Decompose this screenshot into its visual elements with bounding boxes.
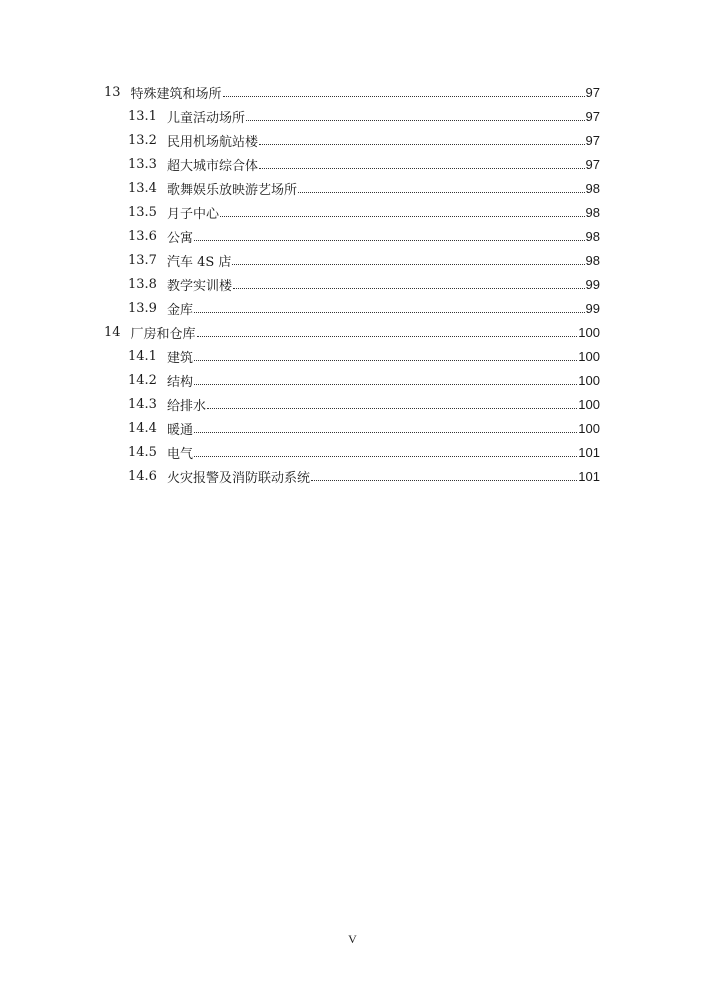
toc-entry-title: 建筑 [166,350,193,366]
toc-entry[interactable] [0,416,705,440]
toc-entry-title: 给排水 [166,398,206,414]
toc-entry-number: 14.5 [128,444,157,460]
toc-entry-title: 金库 [166,302,193,318]
toc-entry-number: 13.6 [128,228,157,244]
toc-dot-leader [207,394,577,409]
toc-entry-number: 13.7 [128,252,157,268]
toc-entry-page: 97 [585,156,600,172]
toc-entry[interactable] [0,368,705,392]
toc-entry-page: 101 [578,444,600,460]
toc-entry-page: 101 [578,468,600,484]
toc-entry-page: 98 [585,180,600,196]
toc-entry-title: 儿童活动场所 [166,110,245,126]
toc-entry-number: 13.2 [128,132,157,148]
toc-dot-leader [197,322,578,337]
toc-entry-page: 97 [585,84,600,100]
toc-entry[interactable] [0,248,705,272]
toc-entry-page: 98 [585,204,600,220]
toc-entry[interactable] [0,272,705,296]
toc-dot-leader [194,418,577,433]
toc-entry-number: 13.5 [128,204,157,220]
toc-entry-number: 14.3 [128,396,157,412]
toc-dot-leader [223,82,585,97]
toc-entry-page: 100 [578,396,600,412]
toc-entry-number: 13.1 [128,108,157,124]
toc-entry-page: 100 [578,324,600,340]
toc-entry-title: 教学实训楼 [166,278,232,294]
toc-dot-leader [194,370,577,385]
toc-entry-title: 电气 [166,446,193,462]
toc-dot-leader [220,202,585,217]
toc-entry-page: 100 [578,420,600,436]
toc-entry-page: 98 [585,228,600,244]
toc-entry-number: 13.9 [128,300,157,316]
toc-entry-number: 13 [104,84,121,100]
toc-entry[interactable] [0,128,705,152]
toc-entry-number: 14.6 [128,468,157,484]
toc-entry-page: 97 [585,108,600,124]
toc-dot-leader [232,250,584,265]
toc-entry-page: 99 [585,300,600,316]
toc-dot-leader [311,466,577,481]
page-number: V [348,932,357,946]
toc-entry-title: 超大城市综合体 [166,158,258,174]
toc-entry[interactable] [0,200,705,224]
toc-dot-leader [194,298,585,313]
toc-entry-number: 14.1 [128,348,157,364]
toc-entry-page: 98 [585,252,600,268]
toc-entry-title: 歌舞娱乐放映游艺场所 [166,182,297,198]
toc-entry[interactable] [0,344,705,368]
toc-entry-page: 97 [585,132,600,148]
toc-entry-title: 特殊建筑和场所 [130,86,222,102]
toc-entry-page: 99 [585,276,600,292]
toc-entry[interactable] [0,104,705,128]
toc-entry-title: 暖通 [166,422,193,438]
toc-entry[interactable] [0,440,705,464]
toc-entry-title: 民用机场航站楼 [166,134,258,150]
toc-entry-title: 月子中心 [166,206,219,222]
toc-entry-title: 汽车 4S 店 [166,254,232,270]
toc-entry[interactable] [0,392,705,416]
toc-entry-number: 14.4 [128,420,157,436]
toc-entry-title: 火灾报警及消防联动系统 [166,470,310,486]
toc-entry[interactable] [0,152,705,176]
toc-entry-page: 100 [578,348,600,364]
toc-entry-page: 100 [578,372,600,388]
toc-entry-number: 14 [104,324,121,340]
toc-dot-leader [259,130,585,145]
toc-dot-leader [233,274,585,289]
toc-entry[interactable] [0,176,705,200]
toc-dot-leader [298,178,585,193]
toc-entry[interactable] [0,296,705,320]
toc-dot-leader [194,442,577,457]
toc-entry[interactable] [0,464,705,488]
toc-entry-title: 公寓 [166,230,193,246]
toc-dot-leader [246,106,585,121]
toc-entry[interactable] [0,320,705,344]
toc-entry-number: 14.2 [128,372,157,388]
toc-entry-number: 13.3 [128,156,157,172]
toc-entry-title: 厂房和仓库 [130,326,196,342]
toc-dot-leader [194,226,585,241]
toc-entry-title: 结构 [166,374,193,390]
table-of-contents [0,80,705,488]
toc-entry-number: 13.4 [128,180,157,196]
toc-entry[interactable] [0,80,705,104]
toc-entry[interactable] [0,224,705,248]
toc-dot-leader [194,346,577,361]
toc-entry-number: 13.8 [128,276,157,292]
toc-dot-leader [259,154,585,169]
